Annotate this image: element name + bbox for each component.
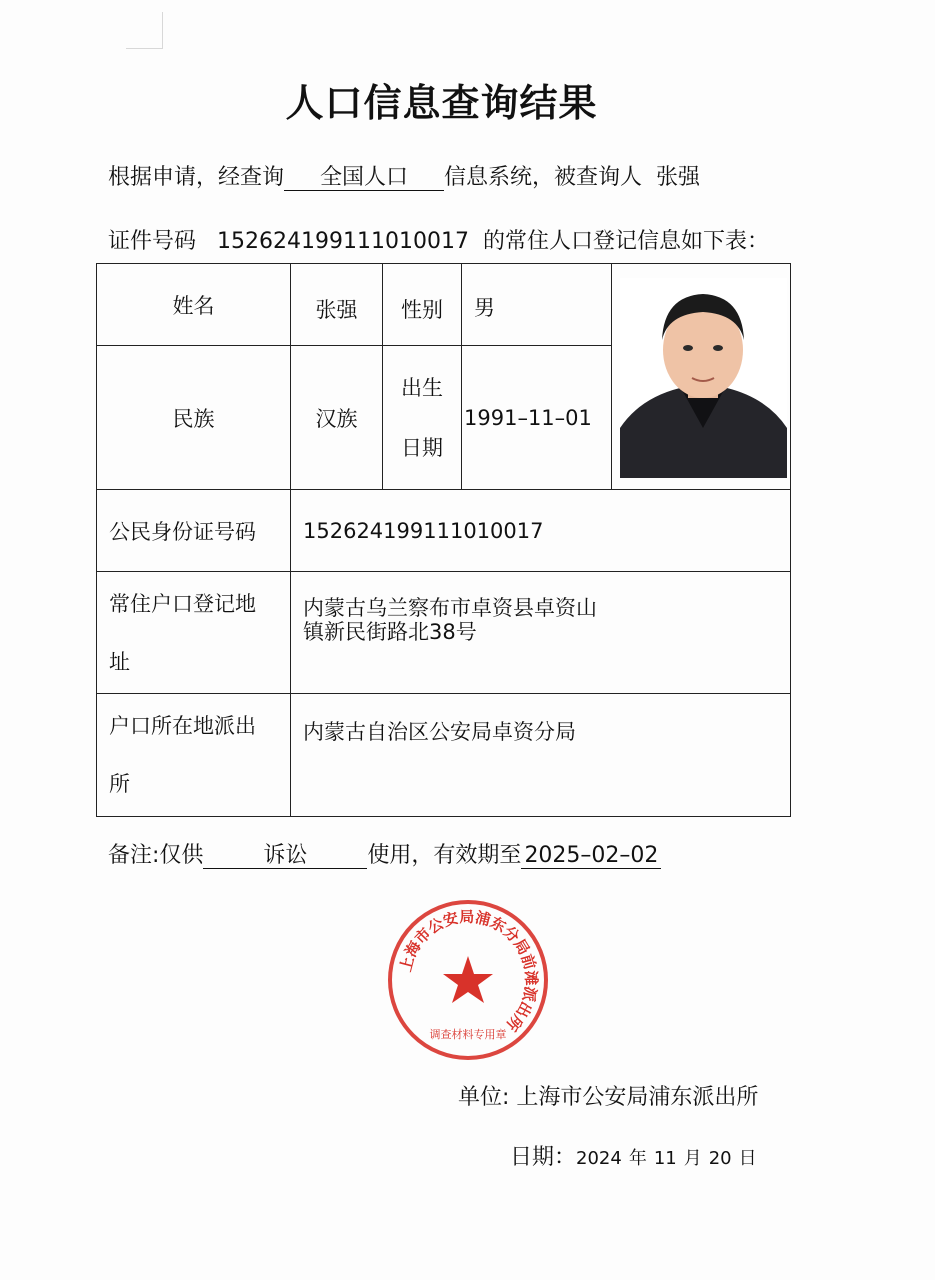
ethnicity-value: 汉族 bbox=[291, 346, 383, 490]
remark-expiry: 2025–02–02 bbox=[521, 843, 661, 869]
address-value bbox=[291, 572, 791, 694]
seal-inner-text: 调查材料专用章 bbox=[429, 1028, 507, 1041]
date-day-unit: 日 bbox=[738, 1148, 757, 1169]
ethnicity-label: 民族 bbox=[97, 346, 291, 490]
seal-ring-text: 上海市公安局浦东分局前滩派出所 bbox=[396, 907, 541, 1035]
name-label: 姓名 bbox=[97, 264, 291, 346]
portrait-image bbox=[620, 278, 787, 478]
remark-line bbox=[108, 838, 661, 869]
police-station-value: 内蒙古自治区公安局卓资分局 bbox=[291, 694, 791, 817]
photo-cell bbox=[612, 264, 791, 490]
police-station-label bbox=[97, 694, 291, 817]
date-label: 日期： bbox=[510, 1145, 577, 1170]
date-month-unit: 月 bbox=[683, 1148, 702, 1169]
unit-line: 单位: 上海市公安局浦东派出所 bbox=[458, 1085, 759, 1110]
id-number-label: 公民身份证号码 bbox=[97, 490, 291, 572]
address-label-line2: 址 bbox=[109, 649, 130, 674]
system-name: 全国人口 bbox=[284, 165, 444, 191]
corner-crop-mark bbox=[126, 12, 163, 49]
gender-label: 性别 bbox=[383, 264, 462, 346]
document-title: 人口信息查询结果 bbox=[285, 81, 598, 125]
remark-purpose: 诉讼 bbox=[203, 843, 367, 869]
id-line-number: 152624199111010017 bbox=[217, 229, 469, 254]
birth-date-value: 1991–11–01 bbox=[462, 346, 612, 490]
intro-line bbox=[108, 160, 700, 191]
date-year: 2024 bbox=[576, 1148, 622, 1169]
date-day: 20 bbox=[708, 1148, 732, 1169]
address-value-line2: 镇新民街路北38号 bbox=[303, 620, 477, 644]
date-line bbox=[510, 1140, 757, 1171]
address-label-line1: 常住户口登记地 bbox=[109, 591, 256, 616]
registration-table bbox=[96, 263, 791, 817]
id-line-label: 证件号码 bbox=[108, 229, 197, 254]
station-label-line1: 户口所在地派出 bbox=[109, 714, 256, 738]
station-label-line2: 所 bbox=[109, 772, 130, 796]
intro-prefix: 根据申请，经查询 bbox=[108, 165, 285, 190]
seal-star-icon bbox=[443, 956, 493, 1003]
portrait-photo bbox=[620, 278, 787, 478]
intro-middle: 信息系统，被查询人 bbox=[444, 165, 643, 190]
remark-prefix: 备注:仅供 bbox=[108, 843, 204, 868]
gender-value: 男 bbox=[462, 264, 612, 346]
id-line-suffix: 的常住人口登记信息如下表： bbox=[482, 229, 769, 254]
remark-middle: 使用，有效期至 bbox=[367, 843, 522, 868]
id-number-value: 152624199111010017 bbox=[291, 490, 791, 572]
birth-date-label bbox=[383, 346, 462, 490]
id-line bbox=[108, 224, 769, 255]
queried-person: 张强 bbox=[656, 165, 701, 190]
name-value: 张强 bbox=[291, 264, 383, 346]
date-year-unit: 年 bbox=[628, 1148, 647, 1169]
birth-label-line1: 出生 bbox=[401, 375, 443, 400]
birth-label-line2: 日期 bbox=[401, 435, 443, 460]
official-seal bbox=[386, 898, 550, 1062]
address-value-line1: 内蒙古乌兰察布市卓资县卓资山 bbox=[303, 596, 597, 620]
address-label bbox=[97, 572, 291, 694]
date-month: 11 bbox=[653, 1148, 677, 1169]
